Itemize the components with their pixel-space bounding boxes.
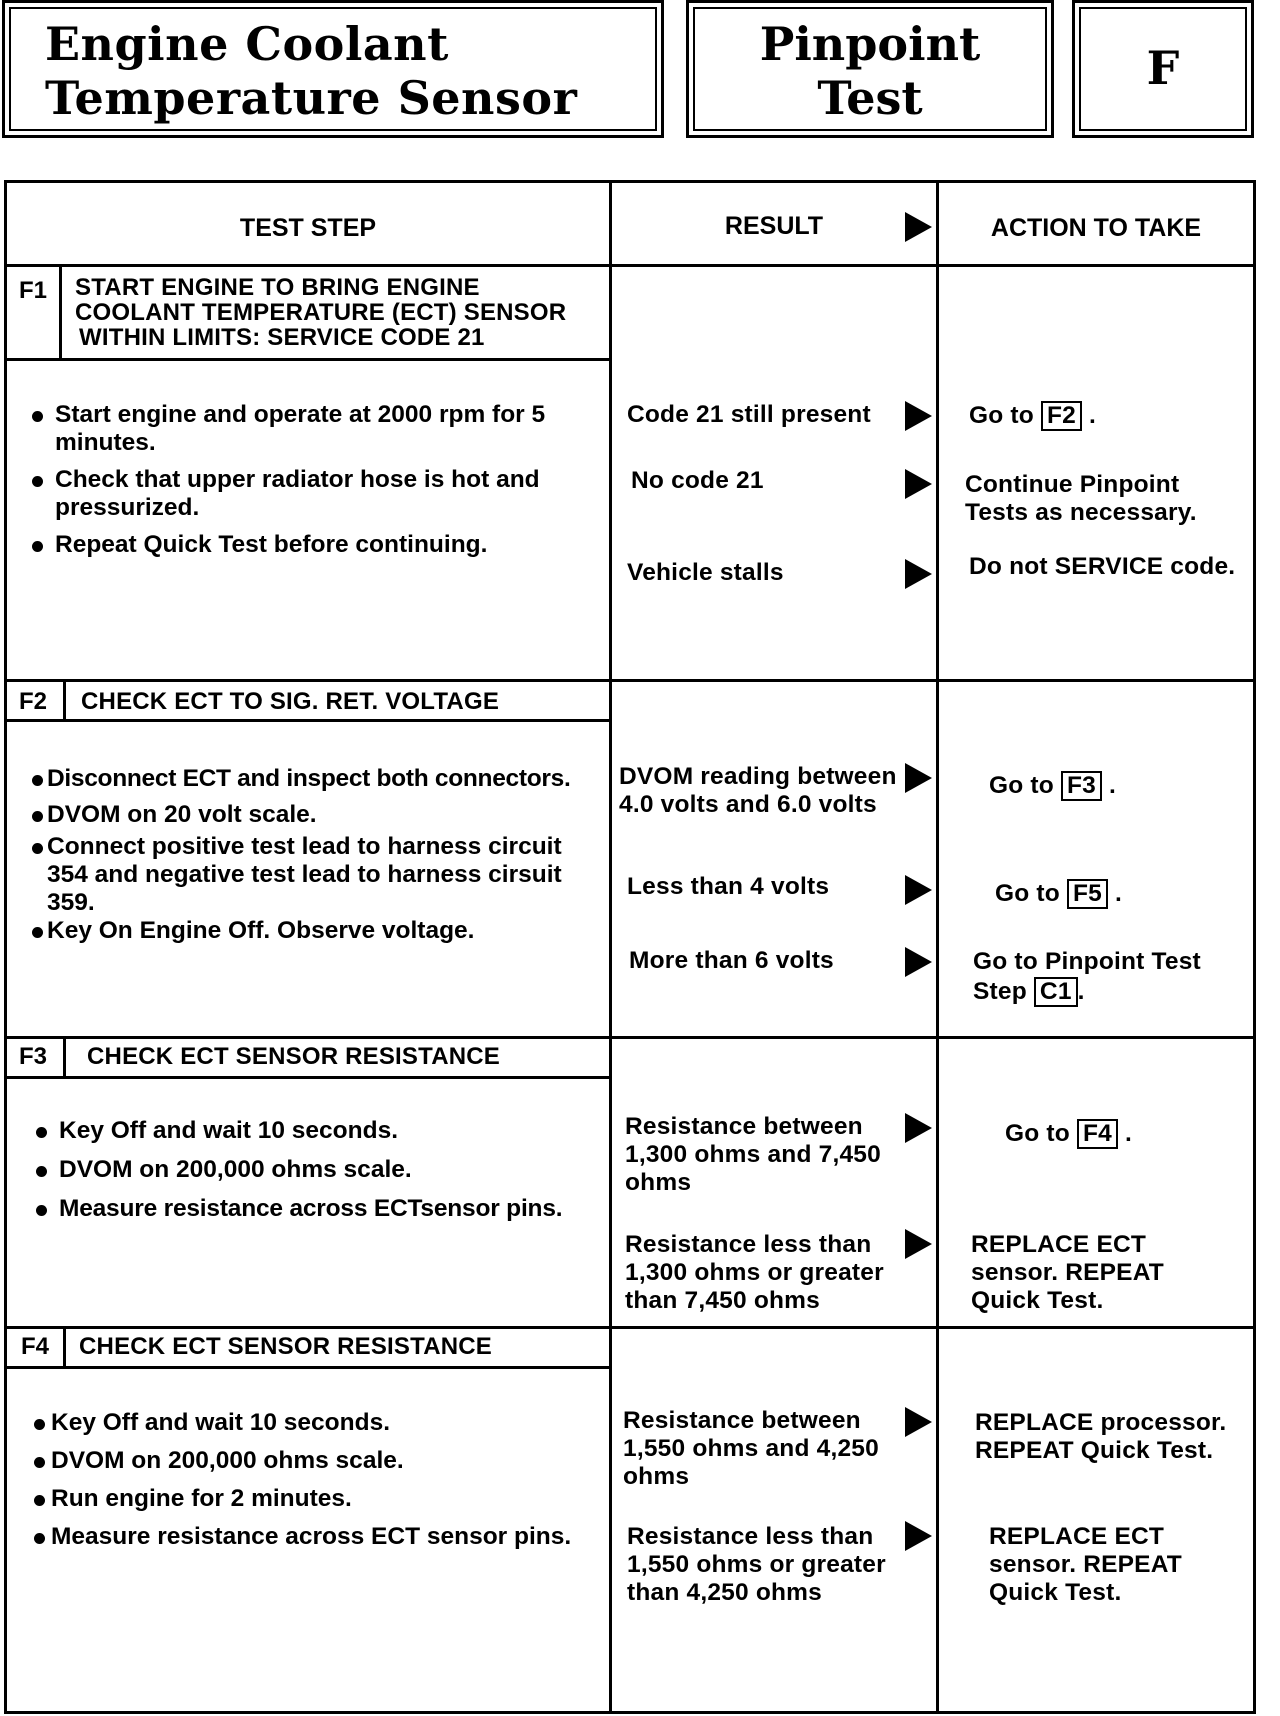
step-f2-procedure-list xyxy=(29,765,609,954)
step-f2-action-1 xyxy=(989,771,1116,801)
list-item: Key On Engine Off. Observe voltage. xyxy=(29,917,609,945)
page-title xyxy=(45,17,577,125)
step-f3-title: CHECK ECT SENSOR RESISTANCE xyxy=(87,1043,501,1070)
step-f3-result-2: Resistance less than 1,300 ohms or greater than 7,450 ohms xyxy=(625,1231,884,1314)
arrow-icon xyxy=(905,763,932,793)
pinpoint-line1: Pinpoint xyxy=(759,17,981,71)
arrow-icon xyxy=(905,1229,932,1259)
action-prefix: Go to xyxy=(989,772,1054,799)
step-f3-header xyxy=(7,1039,609,1079)
pinpoint-test-box xyxy=(686,0,1054,138)
arrow-icon xyxy=(905,947,932,977)
action-suffix: . xyxy=(1109,772,1117,799)
list-item: Measure resistance across ECTsensor pins. xyxy=(33,1195,613,1223)
arrow-icon xyxy=(905,469,932,499)
arrow-icon xyxy=(905,559,932,589)
step-f2-result-2: Less than 4 volts xyxy=(627,873,830,900)
action-suffix: . xyxy=(1077,978,1085,1005)
pinpoint-test-label xyxy=(689,17,1051,125)
step-f3-result-1: Resistance between 1,300 ohms and 7,450 ohms xyxy=(625,1113,881,1196)
list-item: Measure resistance across ECT sensor pins. xyxy=(31,1523,591,1551)
arrow-icon xyxy=(905,875,932,905)
list-item: Repeat Quick Test before continuing. xyxy=(29,531,599,559)
test-letter-box xyxy=(1072,0,1254,138)
list-item: DVOM on 20 volt scale. xyxy=(29,801,609,829)
step-f3-action-1 xyxy=(1005,1119,1132,1149)
step-f2-action-2 xyxy=(995,879,1122,909)
step-f2-result-1: DVOM reading between 4.0 volts and 6.0 volts xyxy=(619,763,897,818)
step-f2-title: CHECK ECT TO SIG. RET. VOLTAGE xyxy=(81,688,500,715)
step-f3-action-2: REPLACE ECT sensor. REPEAT Quick Test. xyxy=(971,1231,1164,1314)
step-f3-id: F3 xyxy=(19,1043,48,1070)
column-header-result: RESULT xyxy=(724,212,824,240)
list-item: Start engine and operate at 2000 rpm for 5 minutes. xyxy=(29,401,599,457)
pinpoint-line2: Test xyxy=(817,71,923,125)
step-f1-id: F1 xyxy=(19,277,48,304)
list-item: Key Off and wait 10 seconds. xyxy=(31,1409,591,1437)
step-f1-title-line: COOLANT TEMPERATURE (ECT) SENSOR xyxy=(75,299,567,326)
test-letter: F xyxy=(1146,41,1180,95)
column-header-action: ACTION TO TAKE xyxy=(990,214,1202,242)
step-f1-procedure-list xyxy=(29,401,599,568)
step-f1-header xyxy=(7,267,609,361)
list-item: DVOM on 200,000 ohms scale. xyxy=(31,1447,591,1475)
title-box xyxy=(2,0,664,138)
step-f1-action-2: Continue Pinpoint Tests as necessary. xyxy=(965,471,1197,526)
step-f4-action-1: REPLACE processor. REPEAT Quick Test. xyxy=(975,1409,1227,1464)
step-reference-f5: F5 xyxy=(1067,879,1108,909)
arrow-icon xyxy=(905,1521,932,1551)
action-prefix: Go to xyxy=(969,402,1034,429)
step-f1-action-3: Do not SERVICE code. xyxy=(969,553,1236,580)
list-item: Key Off and wait 10 seconds. xyxy=(33,1117,613,1145)
step-f1-result-3: Vehicle stalls xyxy=(627,559,784,586)
list-item: Run engine for 2 minutes. xyxy=(31,1485,591,1513)
step-f2-result-3: More than 6 volts xyxy=(629,947,834,974)
step-f2-id: F2 xyxy=(19,688,48,715)
arrow-icon xyxy=(905,1113,932,1143)
action-suffix: . xyxy=(1089,402,1097,429)
page-title-line1: Engine Coolant xyxy=(45,17,449,71)
column-divider-result xyxy=(609,183,612,1711)
step-f4-header xyxy=(7,1329,609,1369)
step-f1-result-2: No code 21 xyxy=(631,467,764,494)
step-reference-f3: F3 xyxy=(1061,771,1102,801)
step-reference-f4: F4 xyxy=(1077,1119,1118,1149)
action-prefix: Go to Pinpoint Test Step xyxy=(973,948,1201,1005)
action-suffix: . xyxy=(1115,880,1123,907)
list-item: DVOM on 200,000 ohms scale. xyxy=(33,1156,613,1184)
step-f2-id-divider xyxy=(63,682,66,719)
step-f3-procedure-list xyxy=(33,1117,613,1232)
action-suffix: . xyxy=(1125,1120,1133,1147)
arrow-icon xyxy=(905,401,932,431)
pinpoint-table xyxy=(4,180,1256,1714)
step-f4-procedure-list xyxy=(31,1409,591,1560)
step-f1-result-1: Code 21 still present xyxy=(627,401,871,428)
arrow-icon xyxy=(905,1407,932,1437)
step-f4-result-1: Resistance between 1,550 ohms and 4,250 ohms xyxy=(623,1407,879,1490)
column-divider-action xyxy=(936,183,939,1711)
step-f3-id-divider xyxy=(63,1039,66,1076)
step-reference-f2: F2 xyxy=(1041,401,1082,431)
step-f4-title: CHECK ECT SENSOR RESISTANCE xyxy=(79,1333,493,1360)
action-prefix: Go to xyxy=(995,880,1060,907)
step-f1-title-line: START ENGINE TO BRING ENGINE xyxy=(75,274,480,301)
column-header-test-step: TEST STEP xyxy=(239,214,377,242)
step-reference-c1: C1 xyxy=(1034,977,1078,1007)
page-title-line2: Temperature Sensor xyxy=(45,71,578,125)
list-item: Check that upper radiator hose is hot and pressurized. xyxy=(29,466,599,522)
step-f1-title xyxy=(75,275,566,350)
result-arrow-icon xyxy=(905,212,932,242)
list-item: Disconnect ECT and inspect both connectors. xyxy=(29,765,609,793)
step-f2-header xyxy=(7,682,609,722)
step-f4-result-2: Resistance less than 1,550 ohms or greater than 4,250 ohms xyxy=(627,1523,886,1606)
step-f4-action-2: REPLACE ECT sensor. REPEAT Quick Test. xyxy=(989,1523,1182,1606)
action-prefix: Go to xyxy=(1005,1120,1070,1147)
step-f4-id-divider xyxy=(63,1329,66,1366)
step-f1-action-1 xyxy=(969,401,1096,431)
step-f1-title-line: WITHIN LIMITS: SERVICE CODE 21 xyxy=(79,324,485,351)
step-f1-id-divider xyxy=(59,267,62,358)
step-f4-id: F4 xyxy=(21,1333,50,1360)
list-item: Connect positive test lead to harness circuit 354 and negative test lead to harness cirsuit 359. xyxy=(29,833,609,917)
step-f2-action-3 xyxy=(973,947,1243,1007)
